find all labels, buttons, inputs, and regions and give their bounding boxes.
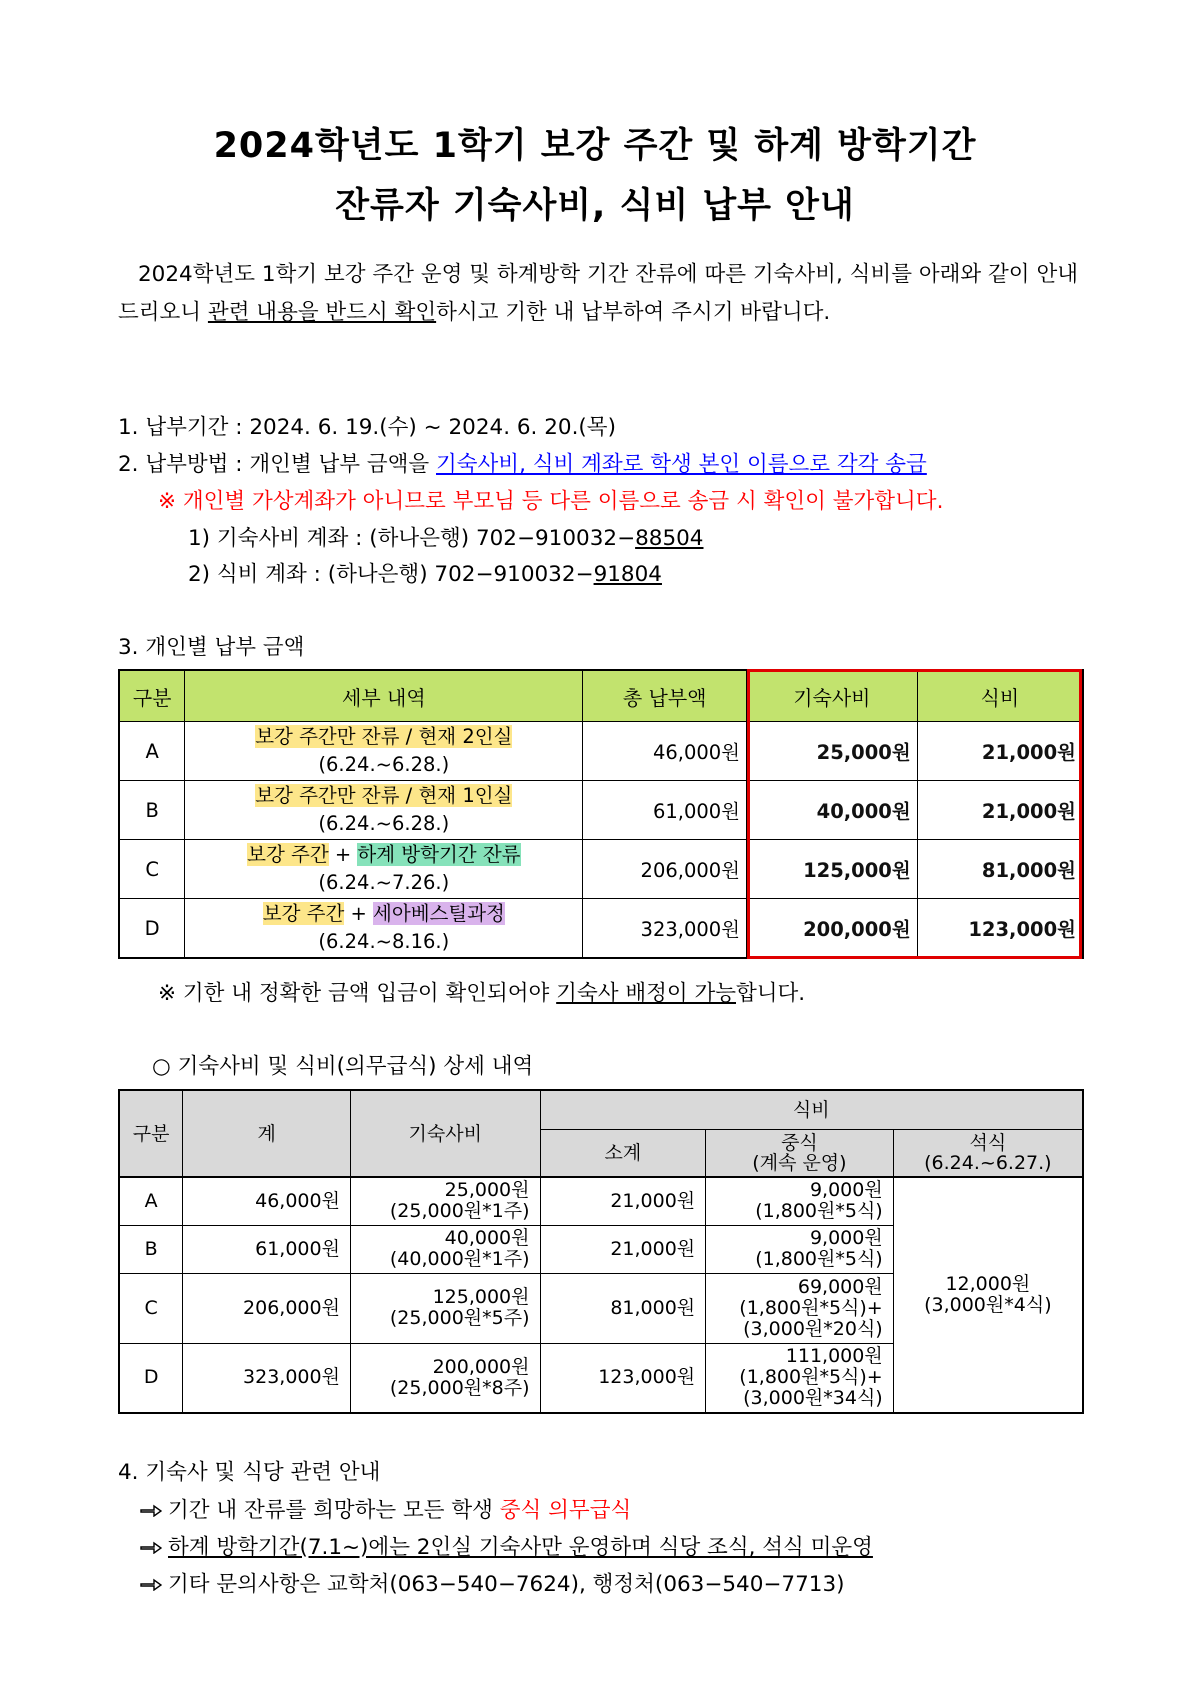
detail-subtotal: 81,000원 bbox=[540, 1273, 706, 1343]
lunch-amount: 111,000원 bbox=[785, 1345, 883, 1368]
desc-part-c: 세아베스틸과정 bbox=[373, 902, 505, 925]
row-cat: B bbox=[119, 781, 185, 840]
row-total: 46,000원 bbox=[583, 722, 747, 781]
header-desc: 세부 내역 bbox=[185, 670, 583, 722]
dorm-amount: 125,000원 bbox=[432, 1286, 530, 1308]
dorm-formula: (40,000원*1주) bbox=[389, 1248, 530, 1270]
info-1-red: 중식 의무급식 bbox=[499, 1498, 632, 1523]
meal-account-prefix: 2) 식비 계좌 : (하나은행) 702−910032− bbox=[188, 562, 594, 587]
row-dorm: 40,000원 bbox=[747, 781, 918, 840]
lunch-formula: (1,800원*5식)+ bbox=[739, 1366, 883, 1389]
detail-header-lunch bbox=[706, 1130, 894, 1178]
lunch-amount: 69,000원 bbox=[797, 1275, 883, 1298]
lunch-label: 중식 bbox=[781, 1132, 818, 1154]
lunch-sub: (계속 운영) bbox=[752, 1152, 847, 1174]
row-total: 206,000원 bbox=[583, 840, 747, 899]
desc-part-c: 하계 방학기간 잔류 bbox=[357, 843, 521, 866]
desc-line-2: (6.24.~6.28.) bbox=[318, 812, 450, 835]
detail-subtotal: 123,000원 bbox=[540, 1343, 706, 1413]
hand-arrow-icon bbox=[140, 1535, 168, 1560]
dorm-info-3 bbox=[140, 1567, 845, 1598]
dinner-amount: 12,000원 bbox=[945, 1273, 1031, 1295]
table-row bbox=[119, 722, 1083, 781]
payment-warning: ※ 개인별 가상계좌가 아니므로 부모님 등 다른 이름으로 송금 시 확인이 불가합니다. bbox=[158, 489, 944, 514]
row-cat: C bbox=[119, 840, 185, 899]
dorm-info-2 bbox=[140, 1530, 873, 1561]
detail-lunch bbox=[706, 1343, 894, 1413]
intro-paragraph bbox=[118, 256, 1078, 332]
row-meal: 21,000원 bbox=[917, 781, 1083, 840]
payment-period-value: 2024. 6. 19.(수) ~ 2024. 6. 20.(목) bbox=[249, 415, 616, 440]
lunch-formula-2: (3,000원*34식) bbox=[743, 1387, 883, 1410]
info-3-text: 기타 문의사항은 교학처(063−540−7624), 행정처(063−540−7713) bbox=[168, 1572, 845, 1597]
desc-part-a: 보강 주간 bbox=[262, 902, 345, 925]
row-cat: D bbox=[119, 899, 185, 959]
payment-method-label: 2. 납부방법 : 개인별 납부 금액을 bbox=[118, 452, 436, 477]
detail-cat: B bbox=[119, 1225, 183, 1273]
dorm-amount: 40,000원 bbox=[444, 1227, 530, 1249]
intro-text-2: 하시고 기한 내 납부하여 주시기 바랍니다. bbox=[436, 300, 831, 325]
detail-header-dorm: 기숙사비 bbox=[350, 1090, 540, 1177]
row-total: 323,000원 bbox=[583, 899, 747, 959]
detail-total: 46,000원 bbox=[183, 1177, 351, 1225]
section4-heading: 4. 기숙사 및 식당 관련 안내 bbox=[118, 1460, 381, 1485]
desc-part-a: 보강 주간 bbox=[247, 843, 329, 866]
row-cat: A bbox=[119, 722, 185, 781]
dorm-amount: 25,000원 bbox=[444, 1179, 530, 1202]
row-desc bbox=[185, 781, 583, 840]
title-line-1: 2024학년도 1학기 보강 주간 및 하계 방학기간 bbox=[213, 126, 977, 166]
note-underlined: 기숙사 배정이 가능 bbox=[556, 981, 736, 1006]
lunch-formula: (1,800원*5식) bbox=[755, 1200, 883, 1223]
meal-account bbox=[188, 557, 662, 588]
row-meal: 123,000원 bbox=[917, 899, 1083, 959]
lunch-formula: (1,800원*5식) bbox=[755, 1248, 883, 1270]
hand-arrow-icon bbox=[140, 1572, 168, 1597]
desc-part-b: + bbox=[344, 902, 374, 925]
table-row bbox=[119, 899, 1083, 959]
intro-text-1: 2024학년도 1학기 보강 주간 운영 및 하계방학 기간 잔류에 따른 기숙사비, 식비를 아래와 같이 안내 드리오니 bbox=[118, 262, 1078, 325]
payment-method bbox=[118, 447, 927, 478]
detail-subtotal: 21,000원 bbox=[540, 1225, 706, 1273]
payment-method-link: 기숙사비, 식비 계좌로 학생 본인 이름으로 각각 송금 bbox=[436, 452, 927, 477]
desc-line-2: (6.24.~6.28.) bbox=[318, 753, 450, 776]
hand-arrow-icon bbox=[140, 1498, 168, 1523]
row-total: 61,000원 bbox=[583, 781, 747, 840]
detail-dinner bbox=[893, 1177, 1083, 1413]
row-desc bbox=[185, 722, 583, 781]
lunch-amount: 9,000원 bbox=[809, 1179, 883, 1202]
detail-dorm bbox=[350, 1225, 540, 1273]
info-1-text: 기간 내 잔류를 희망하는 모든 학생 bbox=[168, 1498, 500, 1523]
detail-cat: C bbox=[119, 1273, 183, 1343]
desc-line-1: 보강 주간만 잔류 / 현재 2인실 bbox=[255, 725, 513, 748]
detail-dorm bbox=[350, 1177, 540, 1225]
header-dorm: 기숙사비 bbox=[747, 670, 918, 722]
dinner-sub: (6.24.~6.27.) bbox=[924, 1152, 1052, 1174]
detail-cat: D bbox=[119, 1343, 183, 1413]
header-meal: 식비 bbox=[917, 670, 1083, 722]
detail-header-cat: 구분 bbox=[119, 1090, 183, 1177]
detail-lunch bbox=[706, 1177, 894, 1225]
note-suffix: 합니다. bbox=[736, 981, 806, 1006]
dorm-formula: (25,000원*1주) bbox=[389, 1200, 530, 1223]
lunch-formula-2: (3,000원*20식) bbox=[743, 1317, 883, 1340]
detail-cat: A bbox=[119, 1177, 183, 1225]
detail-header-meal: 식비 bbox=[540, 1090, 1083, 1130]
dorm-formula: (25,000원*5주) bbox=[389, 1307, 530, 1329]
detail-lunch bbox=[706, 1225, 894, 1273]
payment-amount-table bbox=[118, 669, 1084, 959]
dinner-formula: (3,000원*4식) bbox=[924, 1294, 1052, 1316]
intro-underlined: 관련 내용을 반드시 확인 bbox=[207, 300, 437, 325]
lunch-amount: 9,000원 bbox=[809, 1227, 883, 1249]
note-prefix: ※ 기한 내 정확한 금액 입금이 확인되어야 bbox=[158, 981, 557, 1006]
detail-table bbox=[118, 1089, 1084, 1414]
payment-period bbox=[118, 410, 616, 441]
dinner-label: 석식 bbox=[969, 1132, 1007, 1154]
desc-line-1: 보강 주간만 잔류 / 현재 1인실 bbox=[255, 784, 513, 807]
detail-subtotal: 21,000원 bbox=[540, 1177, 706, 1225]
info-2-text: 하계 방학기간(7.1~)에는 2인실 기숙사만 운영하며 식당 조식, 석식 미운영 bbox=[168, 1535, 873, 1560]
detail-header-dinner bbox=[893, 1130, 1083, 1178]
row-meal: 81,000원 bbox=[917, 840, 1083, 899]
dorm-account bbox=[188, 521, 704, 552]
detail-total: 206,000원 bbox=[183, 1273, 351, 1343]
table-row bbox=[119, 1177, 1083, 1225]
dorm-amount: 200,000원 bbox=[432, 1355, 530, 1378]
detail-total: 323,000원 bbox=[183, 1343, 351, 1413]
row-meal: 21,000원 bbox=[917, 722, 1083, 781]
lunch-formula: (1,800원*5식)+ bbox=[739, 1296, 883, 1319]
desc-line-2: (6.24.~7.26.) bbox=[318, 871, 450, 894]
dorm-account-number: 88504 bbox=[635, 526, 704, 551]
section3-heading: 3. 개인별 납부 금액 bbox=[118, 635, 305, 660]
row-dorm: 200,000원 bbox=[747, 899, 918, 959]
payment-period-label: 1. 납부기간 : bbox=[118, 415, 250, 440]
assignment-note bbox=[158, 976, 805, 1007]
row-desc bbox=[185, 899, 583, 959]
meal-account-number: 91804 bbox=[593, 562, 662, 587]
desc-line-2: (6.24.~8.16.) bbox=[318, 930, 450, 953]
row-dorm: 25,000원 bbox=[747, 722, 918, 781]
header-total: 총 납부액 bbox=[583, 670, 747, 722]
row-desc bbox=[185, 840, 583, 899]
detail-total: 61,000원 bbox=[183, 1225, 351, 1273]
desc-part-b: + bbox=[328, 843, 358, 866]
detail-dorm bbox=[350, 1343, 540, 1413]
dorm-info-1 bbox=[140, 1493, 631, 1524]
detail-dorm bbox=[350, 1273, 540, 1343]
detail-header-total: 계 bbox=[183, 1090, 351, 1177]
title-line-2: 잔류자 기숙사비, 식비 납부 안내 bbox=[335, 186, 855, 226]
detail-lunch bbox=[706, 1273, 894, 1343]
table-row bbox=[119, 781, 1083, 840]
row-dorm: 125,000원 bbox=[747, 840, 918, 899]
detail-heading: ○ 기숙사비 및 식비(의무급식) 상세 내역 bbox=[152, 1054, 534, 1079]
dorm-account-prefix: 1) 기숙사비 계좌 : (하나은행) 702−910032− bbox=[188, 526, 636, 551]
header-cat: 구분 bbox=[119, 670, 185, 722]
detail-header-subtotal: 소계 bbox=[540, 1130, 706, 1178]
table-row bbox=[119, 840, 1083, 899]
dorm-formula: (25,000원*8주) bbox=[389, 1376, 530, 1399]
